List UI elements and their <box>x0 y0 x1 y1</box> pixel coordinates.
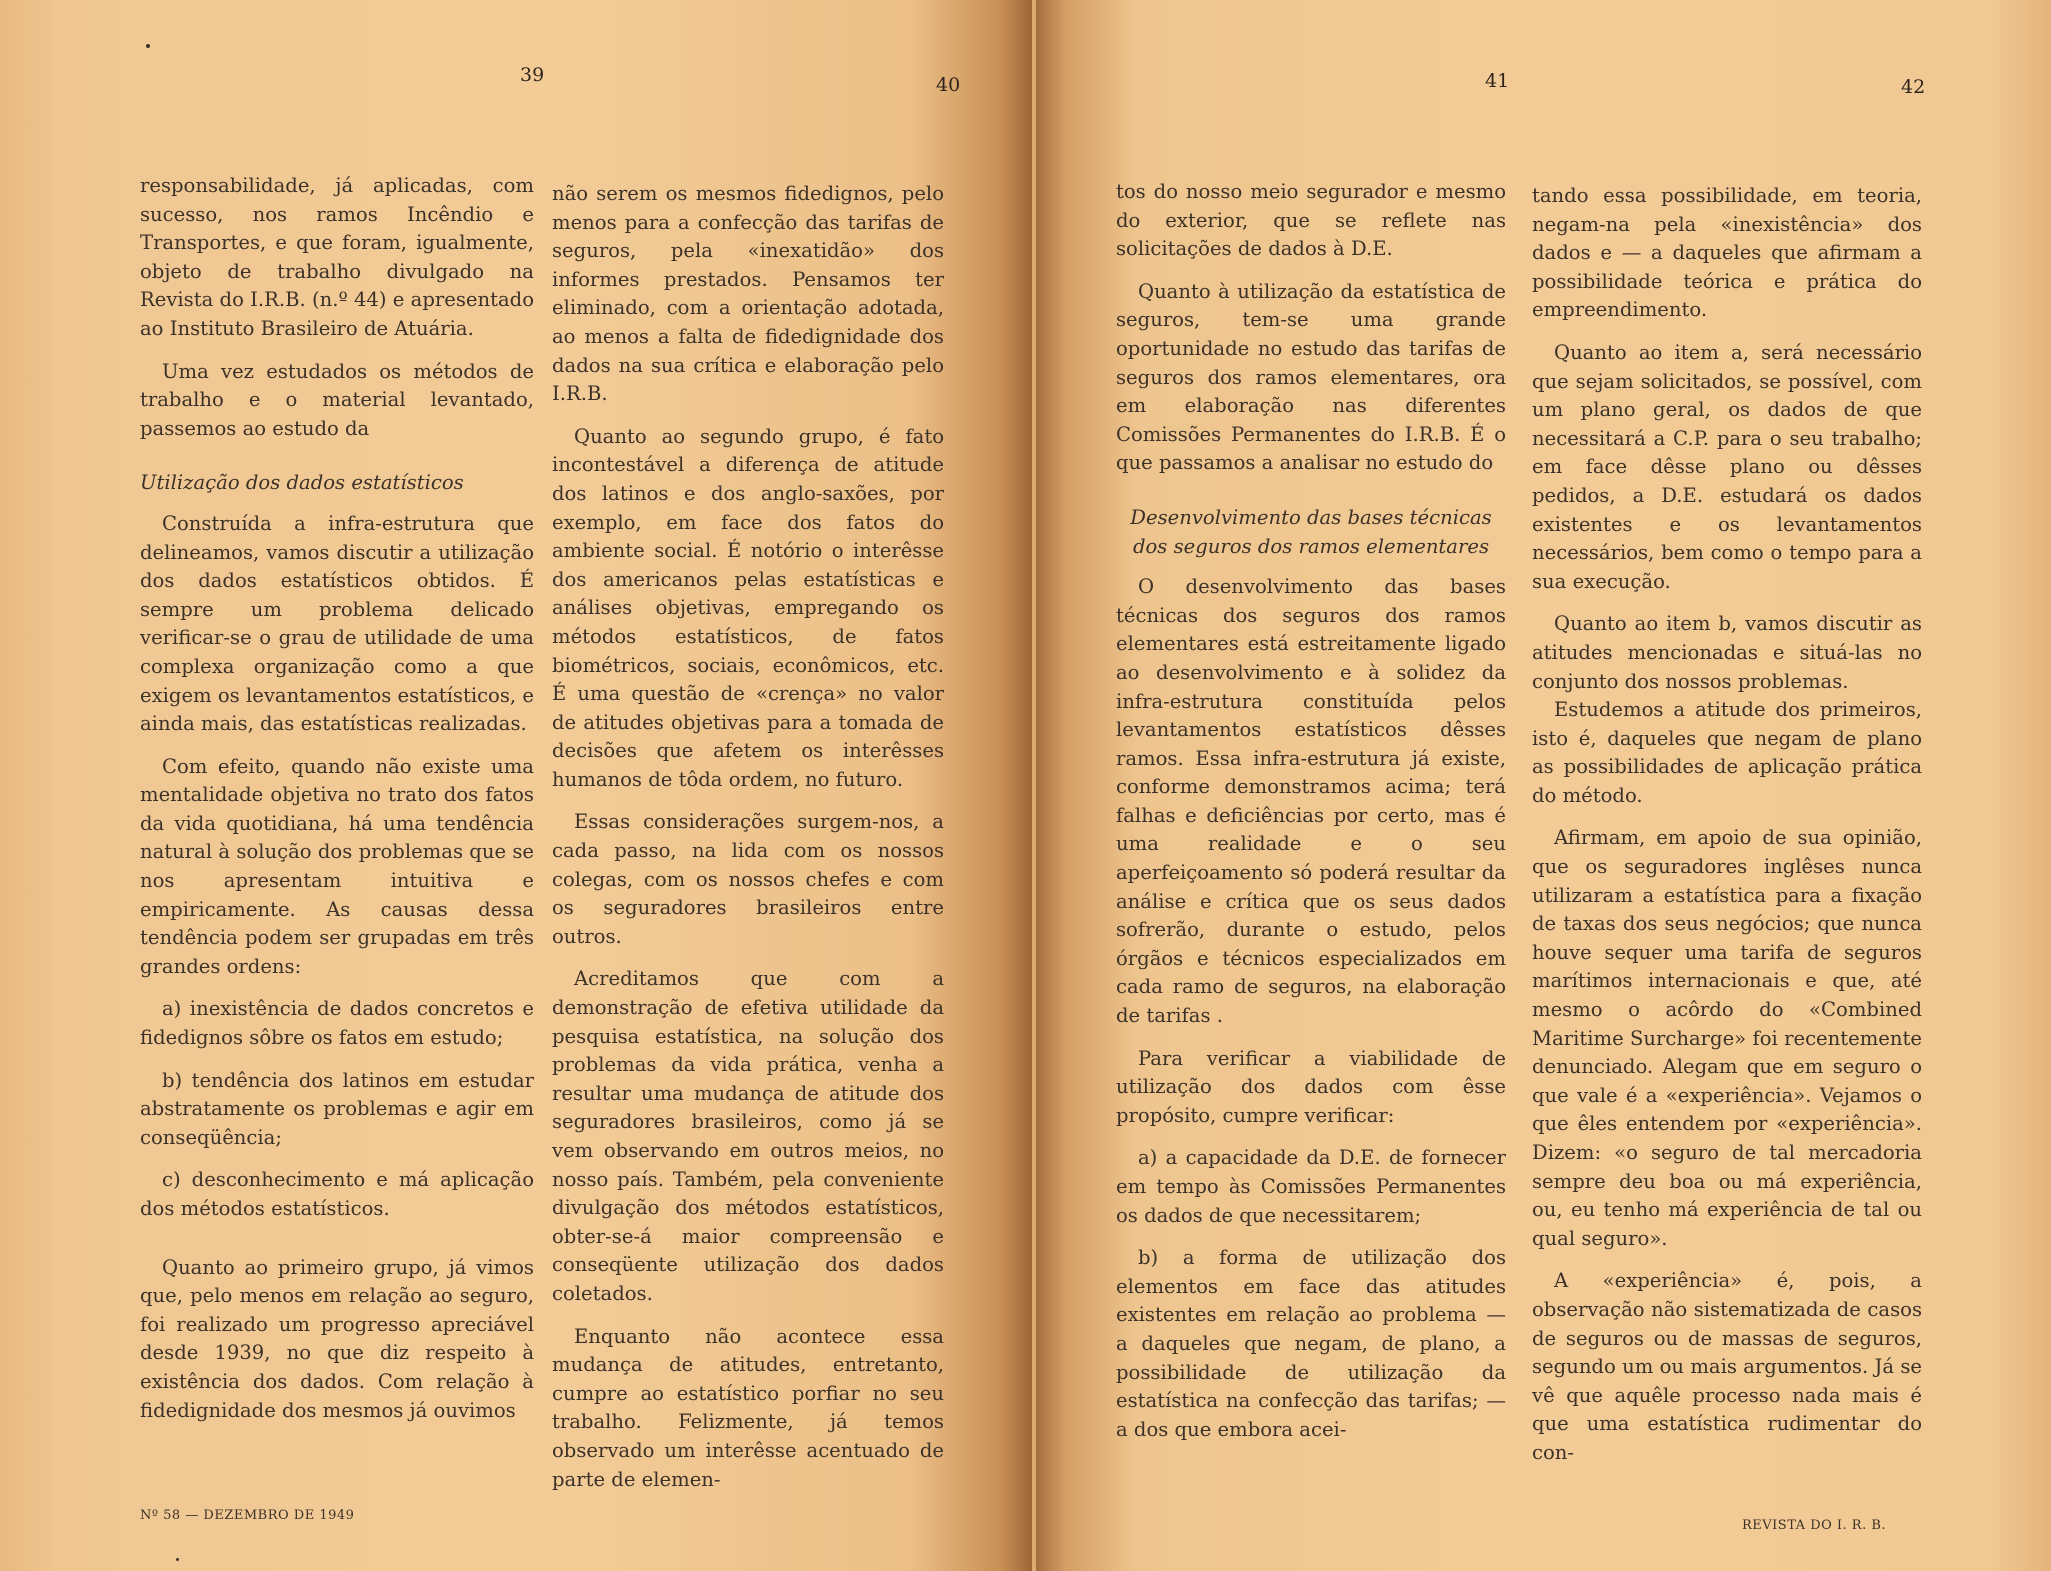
page-number-40: 40 <box>936 74 961 96</box>
list-item: a) inexistência de dados concretos e fidedignos sôbre os fatos em estudo; <box>140 997 534 1050</box>
list-item: b) tendência dos latinos em estudar abstratamente os problemas e agir em conseqüência; <box>140 1068 534 1149</box>
paper-speck <box>176 1558 179 1561</box>
paragraph: Quanto ao primeiro grupo, já vimos que, pelo menos em relação ao seguro, foi realizado um progresso apreciável desde 1939, no que diz respeito à existência dos dados. Com relação à fidedignidade dos mesmos já ouvimos <box>140 1255 534 1422</box>
paper-speck <box>146 44 150 48</box>
list-item: a) a capacidade da D.E. de fornecer em tempo às Comissões Permanentes os dados de que necessitarem; <box>1116 1146 1506 1227</box>
footer-journal: REVISTA DO I. R. B. <box>1742 1518 1887 1533</box>
section-heading: Utilização dos dados estatísticos <box>140 471 464 495</box>
section-heading: dos seguros dos ramos elementares <box>1132 534 1490 558</box>
paragraph: Com efeito, quando não existe uma mentalidade objetiva no trato dos fatos da vida quotidiana, há uma tendência natural à solução dos problemas que se nos apresentam intuitiva e empiricamente. As causas dessa tendência podem ser grupadas em três grandes ordens: <box>140 754 534 978</box>
paragraph: Essas considerações surgem-nos, a cada passo, na lida com os nossos colegas, com os nossos chefes e com os seguradores brasileiros entre outros. <box>552 810 944 948</box>
paragraph: Quanto à utilização da estatística de seguros, tem-se uma grande oportunidade no estudo das tarifas de seguros dos ramos elementares, ora em elaboração nas diferentes Comissões Permanentes do I.R.B. É o que passamos a analisar no estudo do <box>1116 279 1506 475</box>
column-page-41 <box>1116 178 1506 1444</box>
paragraph: Quanto ao segundo grupo, é fato incontestável a diferença de atitude dos latinos e dos anglo-saxões, por exemplo, em face dos fatos do ambiente social. É notório o interêsse dos americanos pelas estatísticas e análises objetivas, empregando os métodos estatísticos, de fatos biométricos, sociais, econômicos, etc. É uma questão de «crença» no valor de atitudes objetivas para a tomada de decisões que afetem os interêsses humanos de tôda ordem, no futuro. <box>552 424 944 791</box>
list-item: c) desconhecimento e má aplicação dos métodos estatísticos. <box>140 1168 534 1220</box>
paragraph: tando essa possibilidade, em teoria, negam-na pela «inexistência» dos dados e — a daqueles que afirmam a possibilidade teórica e prática do empreendimento. <box>1532 184 1922 322</box>
footer-issue: Nº 58 — DEZEMBRO DE 1949 <box>140 1508 355 1523</box>
page-number-39: 39 <box>520 64 545 86</box>
paragraph: Uma vez estudados os métodos de trabalho e o material levantado, passemos ao estudo da <box>140 359 534 440</box>
paragraph: Enquanto não acontece essa mudança de atitudes, entretanto, cumpre ao estatístico porfiar no seu trabalho. Felizmente, já temos observado um interêsse acentuado de parte de elemen- <box>552 1324 944 1491</box>
list-item: b) a forma de utilização dos elementos em face das atitudes existentes em relação ao problema — a daqueles que negam, de plano, a possibilidade de utilização da estatística na confecção das tarifas; — a dos que embora acei- <box>1116 1246 1506 1441</box>
paragraph: tos do nosso meio segurador e mesmo do exterior, que se reflete nas solicitações de dados à D.E. <box>1116 180 1506 261</box>
section-heading: Desenvolvimento das bases técnicas <box>1130 505 1492 529</box>
right-page <box>1036 0 2051 1571</box>
column-page-40 <box>552 180 944 1494</box>
paragraph: Acreditamos que com a demonstração de efetiva utilidade da pesquisa estatística, na solução dos problemas da vida prática, venha a resultar uma mudança de atitude dos seguradores brasileiros, como já se vem observando em outros meios, no nosso país. Também, pela conveniente divulgação dos métodos estatísticos, obter-se-á maior compreensão e conseqüente utilização dos dados coletados. <box>552 967 944 1305</box>
paragraph: Quanto ao item a, será necessário que sejam solicitados, se possível, com um plano geral, os dados de que necessitará a C.P. para o seu trabalho; em face dêsse plano ou dêsses pedidos, a D.E. estudará os dados existentes e os levantamentos necessários, bem como o tempo para a sua execução. <box>1532 340 1922 593</box>
column-page-42 <box>1532 182 1922 1468</box>
paragraph: não serem os mesmos fidedignos, pelo menos para a confecção das tarifas de seguros, pela «inexatidão» dos informes prestados. Pensamos ter eliminado, com a orientação adotada, ao menos a falta de fidedignidade dos dados na sua crítica e elaboração pelo I.R.B. <box>552 182 944 406</box>
page-number-41: 41 <box>1485 70 1510 92</box>
paragraph: Para verificar a viabilidade de utilização dos dados com êsse propósito, cumpre verificar: <box>1116 1046 1506 1127</box>
paragraph: A «experiência» é, pois, a observação não sistematizada de casos de seguros ou de massas de seguros, segundo um ou mais argumentos. Já se vê que aquêle processo nada mais é que uma estatística rudimentar do con- <box>1532 1269 1922 1464</box>
paragraph: Construída a infra-estrutura que delineamos, vamos discutir a utilização dos dados estatísticos obtidos. É sempre um problema delicado verificar-se o grau de utilidade de uma complexa organização como a que exigem os levantamentos estatísticos, e ainda mais, das estatísticas realizadas. <box>140 511 534 736</box>
paragraph: Quanto ao item b, vamos discutir as atitudes mencionadas e situá-las no conjunto dos nossos problemas. <box>1532 612 1922 693</box>
paragraph: O desenvolvimento das bases técnicas dos seguros dos ramos elementares está estreitamente ligado ao desenvolvimento e à solidez da infra-estrutura constituída pelos levantamentos estatísticos dêsses ramos. Essa infra-estrutura já existe, conforme demonstramos acima; terá falhas e deficiências por certo, mas é uma realidade e o seu aperfeiçoamento só poderá resultar da análise e crítica que os seus dados sofrerão, durante o estudo, pelos órgãos e técnicos especializados em cada ramo de seguros, na elaboração de tarifas . <box>1116 575 1506 1028</box>
page-number-42: 42 <box>1901 76 1926 98</box>
column-page-39 <box>140 172 534 1425</box>
paragraph: responsabilidade, já aplicadas, com sucesso, nos ramos Incêndio e Transportes, e que foram, igualmente, objeto de trabalho divulgado na Revista do I.R.B. (n.º 44) e apresentado ao Instituto Brasileiro de Atuária. <box>140 174 534 340</box>
paragraph: Afirmam, em apoio de sua opinião, que os seguradores inglêses nunca utilizaram a estatística para a fixação de taxas dos seus negócios; que nunca houve sequer uma tarifa de seguros marítimos internacionais e que, até mesmo o acôrdo do «Combined Maritime Surcharge» foi recentemente denunciado. Alegam que em seguro o que vale é a «experiência». Vejamos o que êles entendem por «experiência». Dizem: «o seguro de tal mercadoria sempre deu boa ou má experiência, ou, eu tenho má experiência de tal ou qual seguro». <box>1532 826 1922 1250</box>
paragraph: Estudemos a atitude dos primeiros, isto é, daqueles que negam de plano as possibilidades de aplicação prática do método. <box>1532 698 1922 807</box>
